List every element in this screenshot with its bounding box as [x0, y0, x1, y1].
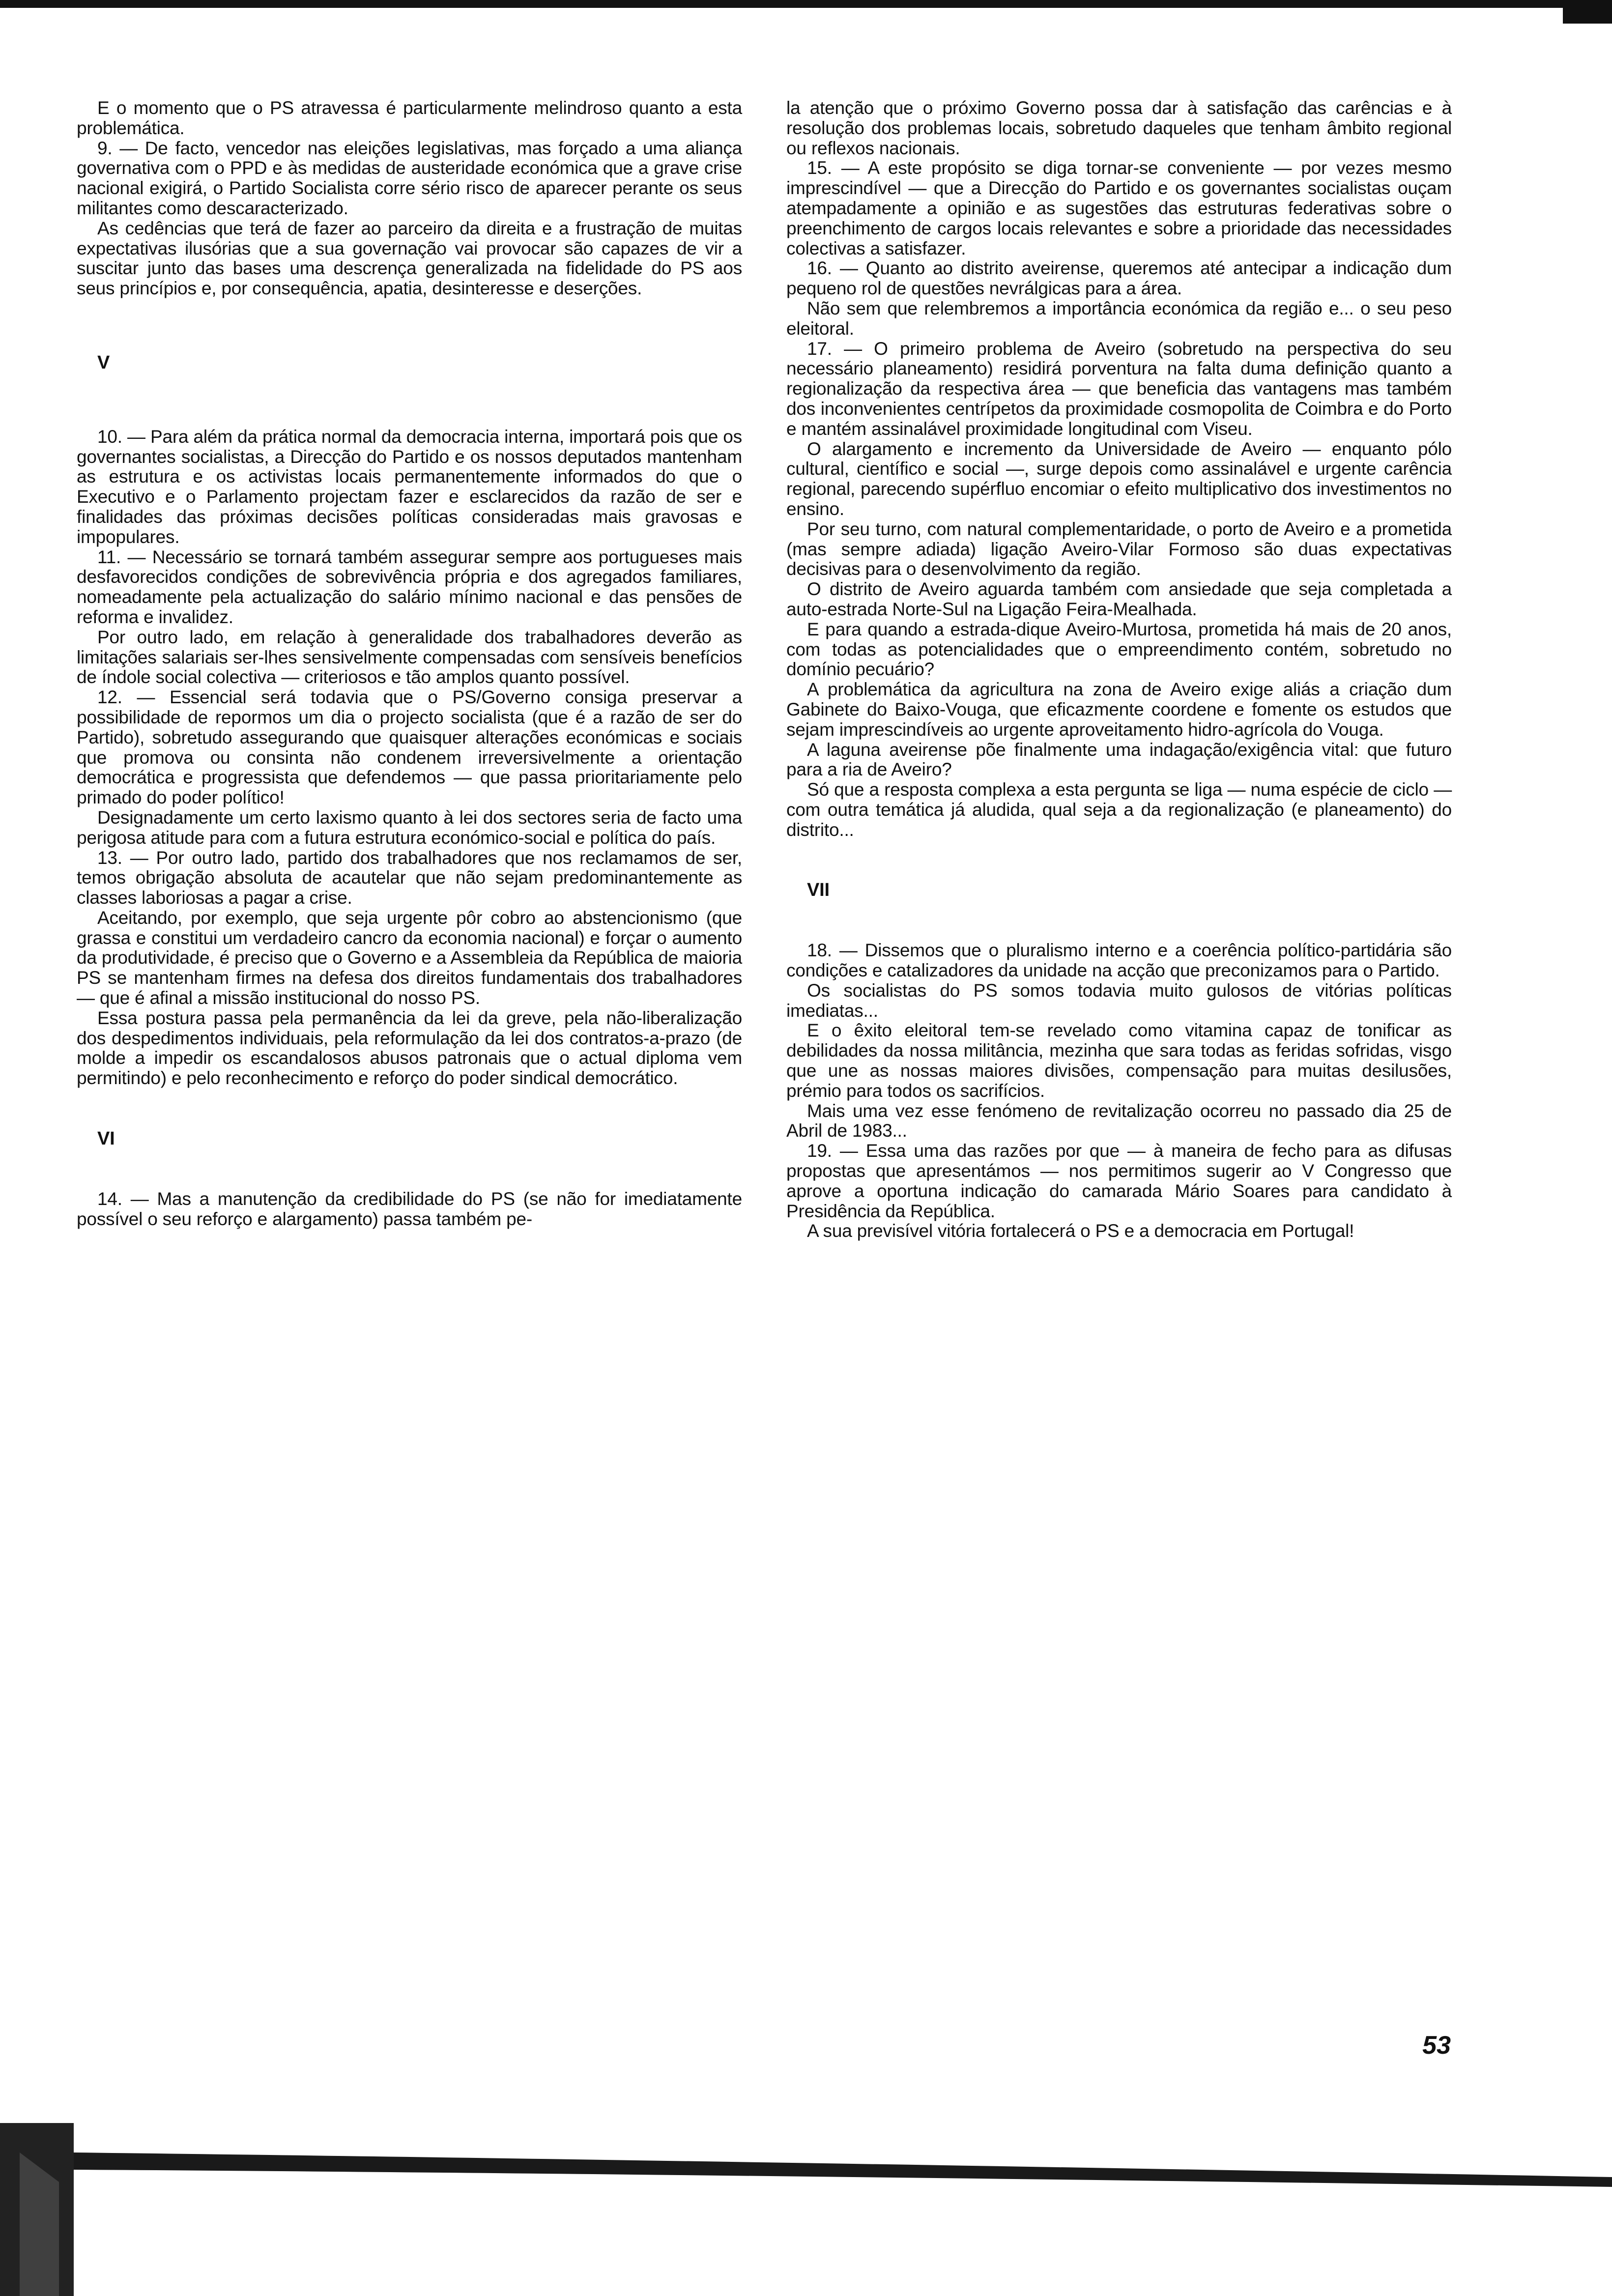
paragraph-18b: Os socialistas do PS somos todavia muito gulosos de vitórias políticas imediatas...	[786, 980, 1452, 1021]
paragraph-17g: A laguna aveirense põe finalmente uma indagação/exigência vital: que futuro para a ria de Aveiro?	[786, 739, 1452, 780]
scan-border-top	[0, 0, 1612, 8]
paragraph-11b: Por outro lado, em relação à generalidade dos trabalhadores deverão as limitações salariais ser-lhes sensivelmente compensadas com sensíveis benefícios de índole social colectiva — criteriosos e tão amplos quanto possível.	[77, 627, 742, 688]
paragraph-17b: O alargamento e incremento da Universidade de Aveiro — enquanto pólo cultural, científico e social —, surge depois como assinalável e urgente carência regional, parecendo supérfluo encomiar o efeito multiplicativo dos investimentos no ensino.	[786, 438, 1452, 519]
paragraph-12a: 12. — Essencial será todavia que o PS/Governo consiga preservar a possibilidade de repormos um dia o projecto socialista (que é a razão de ser do Partido), sobretudo assegurando que quaisquer alterações económicas e sociais que promova ou consinta não condenem irreversivelmente a orientação democrática e progressista que defendemos — que passa prioritariamente pelo primado do poder político!	[77, 687, 742, 808]
paragraph-17d: O distrito de Aveiro aguarda também com ansiedade que seja completada a auto-estrada Norte-Sul na Ligação Feira-Mealhada.	[786, 579, 1452, 619]
paragraph-17f: A problemática da agricultura na zona de Aveiro exige aliás a criação dum Gabinete do Baixo-Vouga, que eficazmente coordene e fomente os estudos que sejam imprescindíveis ao urgente aproveitamento hidro-agrícola do Vouga.	[786, 679, 1452, 740]
paragraph-18a: 18. — Dissemos que o pluralismo interno e a coerência político-partidária são condições e catalizadores da unidade na acção que preconizamos para o Partido.	[786, 940, 1452, 981]
page-number: 53	[1422, 2031, 1451, 2060]
paragraph-19a: 19. — Essa uma das razões por que — à maneira de fecho para as difusas propostas que apresentámos — nos permitimos sugerir ao V Congresso que aprove a oportuna indicação do camarada Mário Soares para candidato à Presidência da República.	[786, 1141, 1452, 1221]
left-column	[77, 98, 742, 1229]
paragraph-16a: 16. — Quanto ao distrito aveirense, queremos até antecipar a indicação dum pequeno rol de questões nevrálgicas para a área.	[786, 258, 1452, 299]
paragraph-9b: As cedências que terá de fazer ao parceiro da direita e a frustração de muitas expectativas ilusórias que a sua governação vai provocar são capazes de vir a suscitar junto das bases uma descrença generalizada na fidelidade do PS aos seus princípios e, por consequência, apatia, desinteresse e deserções.	[77, 218, 742, 299]
paragraph-15: 15. — A este propósito se diga tornar-se conveniente — por vezes mesmo imprescindível — que a Direcção do Partido e os governantes socialistas ouçam atempadamente a opinião e as sugestões das estruturas federativas sobre o preenchimento de cargos locais relevantes e sobre a prioridade das necessidades colectivas a satisfazer.	[786, 158, 1452, 258]
paragraph-17c: Por seu turno, com natural complementaridade, o porto de Aveiro e a prometida (mas sempre adiada) ligação Aveiro-Vilar Formoso são duas expectativas decisivas para o desenvolvimento da região.	[786, 518, 1452, 579]
paragraph-intro: E o momento que o PS atravessa é particularmente melindroso quanto a esta problemática.	[77, 98, 742, 138]
paragraph-13c: Essa postura passa pela permanência da lei da greve, pela não-liberalização dos despedimentos individuais, pela reformulação da lei dos contratos-a-prazo (de molde a impedir os escandalosos abusos patronais que o actual diploma vem permitindo) e pelo reconhecimento e reforço do poder sindical democrático.	[77, 1007, 742, 1089]
paragraph-18d: Mais uma vez esse fenómeno de revitalização ocorreu no passado dia 25 de Abril de 1983...	[786, 1100, 1452, 1141]
paragraph-11a: 11. — Necessário se tornará também assegurar sempre aos portugueses mais desfavorecidos condições de sobrevivência própria e dos agregados familiares, nomeadamente pela actualização do salário mínimo nacional e das pensões de reforma e invalidez.	[77, 546, 742, 627]
scan-shadow-bottom	[0, 2123, 1612, 2296]
paragraph-14: 14. — Mas a manutenção da credibilidade do PS (se não for imediatamente possível o seu reforço e alargamento) passa também pe-	[77, 1188, 742, 1229]
paragraph-16b: Não sem que relembremos a importância económica da região e... o seu peso eleitoral.	[786, 298, 1452, 339]
paragraph-17h: Só que a resposta complexa a esta pergunta se liga — numa espécie de ciclo — com outra temática já aludida, qual seja a da regionalização (e planeamento) do distrito...	[786, 779, 1452, 840]
paragraph-17a: 17. — O primeiro problema de Aveiro (sobretudo na perspectiva do seu necessário planeamento) residirá porventura na falta duma definição quanto a regionalização da respectiva área — que beneficia das vantagens mas também dos inconvenientes centrípetos da proximidade cosmopolita de Coimbra e do Porto e mantém assinalável proximidade longitudinal com Viseu.	[786, 338, 1452, 439]
paragraph-10: 10. — Para além da prática normal da democracia interna, importará pois que os governantes socialistas, a Direcção do Partido e os nossos deputados mantenham as estrutura e os activistas locais permanentemente informados do que o Executivo e o Parlamento projectam fazer e esclarecidos da razão de ser e finalidades das próximas decisões políticas consideradas mais gravosas e impopulares.	[77, 426, 742, 547]
paragraph-9a: 9. — De facto, vencedor nas eleições legislativas, mas forçado a uma aliança governativa com o PPD e às medidas de austeridade económica que a grave crise nacional exigirá, o Partido Socialista corre sério risco de aparecer perante os seus militantes como descaracterizado.	[77, 138, 742, 218]
paragraph-14b: la atenção que o próximo Governo possa dar à satisfação das carências e à resolução dos problemas locais, sobretudo daqueles que tenham âmbito regional ou reflexos nacionais.	[786, 98, 1452, 158]
paragraph-13b: Aceitando, por exemplo, que seja urgente pôr cobro ao abstencionismo (que grassa e constitui um verdadeiro cancro da economia nacional) e forçar o aumento da produtividade, é preciso que o Governo e a Assembleia da República de maioria PS se mantenham firmes na defesa dos direitos fundamentais dos trabalhadores — que é afinal a missão institucional do nosso PS.	[77, 907, 742, 1008]
scan-border-corner	[1563, 4, 1612, 24]
paragraph-17e: E para quando a estrada-dique Aveiro-Murtosa, prometida há mais de 20 anos, com todas as potencialidades que o empreendimento contém, sobretudo no domínio pecuário?	[786, 619, 1452, 680]
paragraph-12b: Designadamente um certo laxismo quanto à lei dos sectores seria de facto uma perigosa atitude para com a futura estrutura económico-social e política do país.	[77, 807, 742, 848]
paragraph-19b: A sua previsível vitória fortalecerá o PS e a democracia em Portugal!	[807, 1221, 1354, 1241]
paragraph-18c: E o êxito eleitoral tem-se revelado como vitamina capaz de tonificar as debilidades da nossa militância, mezinha que sara todas as feridas sofridas, visgo que une as nossas maiores divisões, compensação para muitas desilusões, prémio para todos os sacrifícios.	[786, 1020, 1452, 1101]
right-column	[786, 98, 1452, 1241]
paragraph-13a: 13. — Por outro lado, partido dos trabalhadores que nos reclamamos de ser, temos obrigação absoluta de acautelar que não sejam predominantemente as classes laboriosas a pagar a crise.	[77, 847, 742, 908]
section-heading-vii: VII	[807, 880, 830, 901]
section-heading-vi: VI	[97, 1128, 115, 1149]
section-heading-v: V	[97, 352, 110, 373]
